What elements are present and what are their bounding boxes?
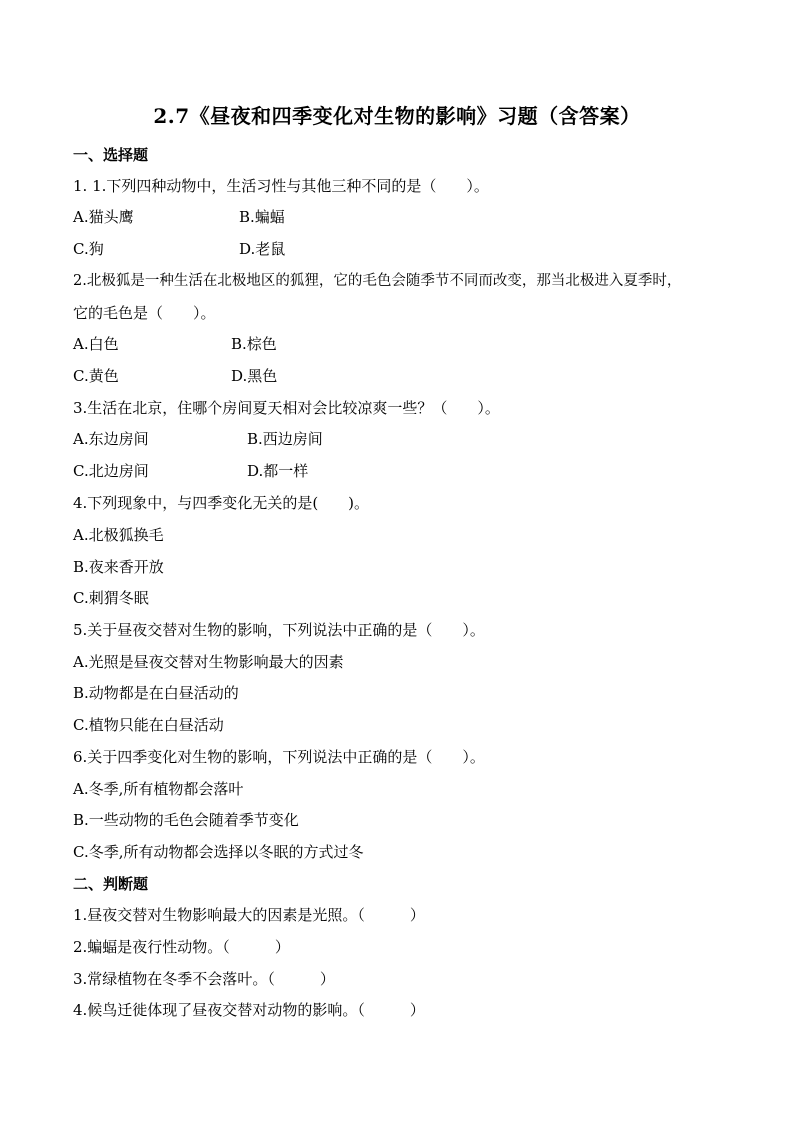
question-stem: 6.关于四季变化对生物的影响，下列说法中正确的是（ ）。 bbox=[73, 748, 485, 766]
judgment-item: 1.昼夜交替对生物影响最大的因素是光照。（ ） bbox=[73, 906, 425, 924]
option: A.光照是昼夜交替对生物影响最大的因素 bbox=[73, 653, 344, 671]
judgment-item: 3.常绿植物在冬季不会落叶。（ ） bbox=[73, 970, 335, 988]
question-stem: 3.生活在北京，住哪个房间夏天相对会比较凉爽一些？（ ）。 bbox=[73, 399, 500, 417]
option: A.猫头鹰 bbox=[73, 208, 134, 226]
option: B.夜来香开放 bbox=[73, 558, 164, 576]
option: B.一些动物的毛色会随着季节变化 bbox=[73, 811, 299, 829]
section-heading-judgment: 二、判断题 bbox=[73, 875, 149, 893]
option: B.蝙蝠 bbox=[239, 208, 285, 226]
option: D.都一样 bbox=[247, 462, 309, 480]
option: B.动物都是在白昼活动的 bbox=[73, 684, 239, 702]
judgment-item: 4.候鸟迁徙体现了昼夜交替对动物的影响。（ ） bbox=[73, 1001, 425, 1019]
option: C.黄色 bbox=[73, 367, 119, 385]
option: C.刺猬冬眠 bbox=[73, 589, 149, 607]
judgment-item: 2.蝙蝠是夜行性动物。（ ） bbox=[73, 938, 290, 956]
option: D.老鼠 bbox=[239, 240, 286, 258]
option: A.东边房间 bbox=[73, 430, 149, 448]
option: C.植物只能在白昼活动 bbox=[73, 716, 224, 734]
option: A.白色 bbox=[73, 335, 119, 353]
option: C.狗 bbox=[73, 240, 104, 258]
option: B.西边房间 bbox=[247, 430, 323, 448]
option: B.棕色 bbox=[231, 335, 277, 353]
page-title: 2.7《昼夜和四季变化对生物的影响》习题（含答案） bbox=[153, 104, 641, 128]
question-stem: 4.下列现象中，与四季变化无关的是( )。 bbox=[73, 494, 370, 512]
option: C.冬季,所有动物都会选择以冬眠的方式过冬 bbox=[73, 843, 364, 861]
option: A.冬季,所有植物都会落叶 bbox=[73, 780, 244, 798]
question-stem: 5.关于昼夜交替对生物的影响，下列说法中正确的是（ ）。 bbox=[73, 621, 485, 639]
section-heading-choice: 一、选择题 bbox=[73, 146, 149, 164]
question-stem: 2.北极狐是一种生活在北极地区的狐狸，它的毛色会随季节不同而改变，那当北极进入夏季时， bbox=[73, 273, 682, 289]
option: A.北极狐换毛 bbox=[73, 526, 164, 544]
question-stem: 1. 1.下列四种动物中，生活习性与其他三种不同的是（ ）。 bbox=[73, 177, 489, 195]
question-stem-continued: 它的毛色是（ ）。 bbox=[73, 304, 216, 322]
option: D.黑色 bbox=[231, 367, 278, 385]
option: C.北边房间 bbox=[73, 462, 149, 480]
